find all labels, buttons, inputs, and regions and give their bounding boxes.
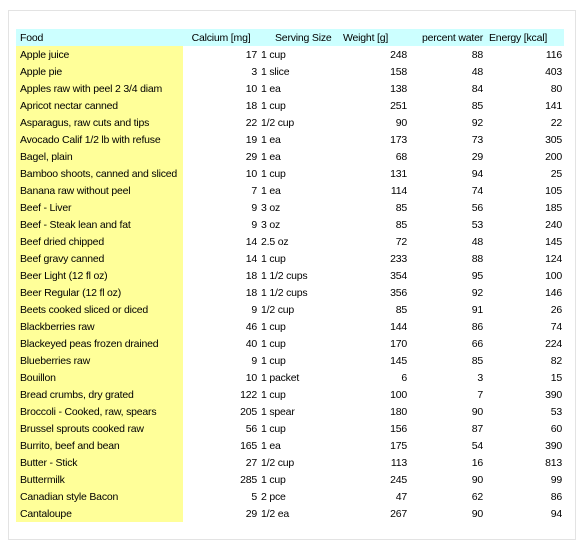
- table-row: [16, 369, 564, 386]
- cell-calcium[interactable]: 165: [240, 439, 257, 452]
- header-percent-water[interactable]: percent water: [409, 29, 485, 46]
- cell-food[interactable]: Bouillon: [16, 369, 183, 386]
- cell-food[interactable]: Beets cooked sliced or diced: [16, 301, 183, 318]
- cell-food[interactable]: Butter - Stick: [16, 454, 183, 471]
- cell-serving-size[interactable]: 1 cup: [261, 167, 286, 180]
- cell-energy[interactable]: 25: [550, 167, 562, 180]
- cell-serving-size[interactable]: 1/2 ea: [261, 507, 289, 520]
- cell-serving-size[interactable]: 1/2 cup: [261, 116, 295, 129]
- cell-energy[interactable]: 105: [545, 184, 562, 197]
- cell-weight[interactable]: 90: [395, 116, 407, 129]
- cell-serving-size[interactable]: 2 pce: [261, 490, 286, 503]
- cell-weight[interactable]: 251: [390, 99, 407, 112]
- header-calcium[interactable]: Calcium [mg]: [183, 29, 259, 46]
- cell-energy[interactable]: 200: [545, 150, 562, 163]
- cell-energy[interactable]: 86: [550, 490, 562, 503]
- cell-food[interactable]: Blueberries raw: [16, 352, 183, 369]
- cell-energy[interactable]: 403: [545, 65, 562, 78]
- cell-energy[interactable]: 22: [550, 116, 562, 129]
- cell-food[interactable]: Blackeyed peas frozen drained: [16, 335, 183, 352]
- cell-weight[interactable]: 156: [390, 422, 407, 435]
- cell-weight[interactable]: 6: [401, 371, 407, 384]
- cell-percent-water[interactable]: 3: [477, 371, 483, 384]
- cell-calcium[interactable]: 27: [245, 456, 257, 469]
- cell-percent-water[interactable]: 95: [471, 269, 483, 282]
- cell-energy[interactable]: 26: [550, 303, 562, 316]
- table-row: [16, 505, 564, 522]
- cell-calcium[interactable]: 18: [245, 269, 257, 282]
- cell-weight[interactable]: 170: [390, 337, 407, 350]
- cell-percent-water[interactable]: 16: [471, 456, 483, 469]
- cell-calcium[interactable]: 56: [245, 422, 257, 435]
- cell-serving-size[interactable]: 1 spear: [261, 405, 295, 418]
- cell-calcium[interactable]: 40: [245, 337, 257, 350]
- cell-energy[interactable]: 15: [550, 371, 562, 384]
- food-nutrition-table: [16, 29, 564, 522]
- cell-calcium[interactable]: 7: [251, 184, 257, 197]
- table-row: [16, 199, 564, 216]
- cell-serving-size[interactable]: 1 cup: [261, 388, 286, 401]
- table-row: [16, 318, 564, 335]
- cell-food[interactable]: Asparagus, raw cuts and tips: [16, 114, 183, 131]
- cell-serving-size[interactable]: 3 oz: [261, 218, 281, 231]
- table-row: [16, 454, 564, 471]
- cell-energy[interactable]: 145: [545, 235, 562, 248]
- cell-food[interactable]: Broccoli - Cooked, raw, spears: [16, 403, 183, 420]
- cell-food[interactable]: Blackberries raw: [16, 318, 183, 335]
- cell-percent-water[interactable]: 85: [471, 99, 483, 112]
- cell-energy[interactable]: 390: [545, 388, 562, 401]
- cell-food[interactable]: Bread crumbs, dry grated: [16, 386, 183, 403]
- cell-energy[interactable]: 82: [550, 354, 562, 367]
- cell-calcium[interactable]: 29: [245, 507, 257, 520]
- table-row: [16, 97, 564, 114]
- cell-food[interactable]: Burrito, beef and bean: [16, 437, 183, 454]
- cell-energy[interactable]: 390: [545, 439, 562, 452]
- cell-weight[interactable]: 100: [390, 388, 407, 401]
- cell-food[interactable]: Bagel, plain: [16, 148, 183, 165]
- cell-calcium[interactable]: 17: [245, 48, 257, 61]
- cell-percent-water[interactable]: 54: [471, 439, 483, 452]
- cell-weight[interactable]: 245: [390, 473, 407, 486]
- table-row: [16, 233, 564, 250]
- cell-serving-size[interactable]: 1 ea: [261, 439, 281, 452]
- cell-energy[interactable]: 240: [545, 218, 562, 231]
- cell-energy[interactable]: 146: [545, 286, 562, 299]
- cell-food[interactable]: Beer Regular (12 fl oz): [16, 284, 183, 301]
- cell-percent-water[interactable]: 88: [471, 48, 483, 61]
- table-body: [16, 46, 564, 522]
- cell-energy[interactable]: 185: [545, 201, 562, 214]
- header-energy[interactable]: Energy [kcal]: [485, 29, 564, 46]
- cell-calcium[interactable]: 10: [245, 167, 257, 180]
- cell-energy[interactable]: 74: [550, 320, 562, 333]
- cell-weight[interactable]: 145: [390, 354, 407, 367]
- cell-calcium[interactable]: 18: [245, 99, 257, 112]
- cell-percent-water[interactable]: 73: [471, 133, 483, 146]
- cell-food[interactable]: Beef gravy canned: [16, 250, 183, 267]
- cell-food[interactable]: Beef - Liver: [16, 199, 183, 216]
- cell-serving-size[interactable]: 1 1/2 cups: [261, 286, 308, 299]
- cell-serving-size[interactable]: 1 ea: [261, 184, 281, 197]
- table-row: [16, 403, 564, 420]
- cell-percent-water[interactable]: 29: [471, 150, 483, 163]
- cell-serving-size[interactable]: 1 ea: [261, 150, 281, 163]
- cell-food[interactable]: Beef - Steak lean and fat: [16, 216, 183, 233]
- cell-percent-water[interactable]: 91: [471, 303, 483, 316]
- cell-food[interactable]: Apricot nectar canned: [16, 97, 183, 114]
- cell-percent-water[interactable]: 92: [471, 286, 483, 299]
- cell-serving-size[interactable]: 1/2 cup: [261, 456, 295, 469]
- cell-food[interactable]: Canadian style Bacon: [16, 488, 183, 505]
- table-row: [16, 488, 564, 505]
- cell-calcium[interactable]: 19: [245, 133, 257, 146]
- header-weight[interactable]: Weight [g]: [333, 29, 409, 46]
- cell-weight[interactable]: 68: [395, 150, 407, 163]
- cell-energy[interactable]: 80: [550, 82, 562, 95]
- cell-weight[interactable]: 233: [390, 252, 407, 265]
- cell-weight[interactable]: 47: [395, 490, 407, 503]
- header-row: [16, 29, 564, 46]
- cell-food[interactable]: Avocado Calif 1/2 lb with refuse: [16, 131, 183, 148]
- cell-calcium[interactable]: 10: [245, 82, 257, 95]
- cell-percent-water[interactable]: 62: [471, 490, 483, 503]
- cell-weight[interactable]: 267: [390, 507, 407, 520]
- cell-percent-water[interactable]: 7: [477, 388, 483, 401]
- cell-serving-size[interactable]: 1 ea: [261, 82, 281, 95]
- table-row: [16, 284, 564, 301]
- cell-food[interactable]: Brussel sprouts cooked raw: [16, 420, 183, 437]
- cell-serving-size[interactable]: 1 cup: [261, 422, 286, 435]
- cell-calcium[interactable]: 14: [245, 235, 257, 248]
- cell-weight[interactable]: 248: [390, 48, 407, 61]
- table-row: [16, 386, 564, 403]
- cell-percent-water[interactable]: 87: [471, 422, 483, 435]
- cell-percent-water[interactable]: 56: [471, 201, 483, 214]
- cell-weight[interactable]: 85: [395, 218, 407, 231]
- cell-energy[interactable]: 99: [550, 473, 562, 486]
- cell-calcium[interactable]: 9: [251, 303, 257, 316]
- table-row: [16, 250, 564, 267]
- table-row: [16, 335, 564, 352]
- cell-calcium[interactable]: 46: [245, 320, 257, 333]
- cell-serving-size[interactable]: 1/2 cup: [261, 303, 295, 316]
- header-serving-size[interactable]: Serving Size: [259, 29, 333, 46]
- cell-calcium[interactable]: 10: [245, 371, 257, 384]
- cell-percent-water[interactable]: 86: [471, 320, 483, 333]
- cell-food[interactable]: Beer Light (12 fl oz): [16, 267, 183, 284]
- cell-weight[interactable]: 173: [390, 133, 407, 146]
- cell-percent-water[interactable]: 85: [471, 354, 483, 367]
- cell-calcium[interactable]: 3: [251, 65, 257, 78]
- cell-percent-water[interactable]: 88: [471, 252, 483, 265]
- cell-percent-water[interactable]: 48: [471, 65, 483, 78]
- table-row: [16, 46, 564, 63]
- cell-percent-water[interactable]: 90: [471, 473, 483, 486]
- cell-weight[interactable]: 138: [390, 82, 407, 95]
- cell-food[interactable]: Apples raw with peel 2 3/4 diam: [16, 80, 183, 97]
- cell-calcium[interactable]: 5: [251, 490, 257, 503]
- cell-energy[interactable]: 224: [545, 337, 562, 350]
- cell-energy[interactable]: 124: [545, 252, 562, 265]
- cell-weight[interactable]: 131: [390, 167, 407, 180]
- cell-calcium[interactable]: 205: [240, 405, 257, 418]
- cell-calcium[interactable]: 14: [245, 252, 257, 265]
- cell-calcium[interactable]: 9: [251, 354, 257, 367]
- table-row: [16, 301, 564, 318]
- cell-weight[interactable]: 158: [390, 65, 407, 78]
- cell-serving-size[interactable]: 2.5 oz: [261, 235, 289, 248]
- cell-energy[interactable]: 116: [545, 48, 562, 61]
- table-row: [16, 471, 564, 488]
- cell-energy[interactable]: 100: [545, 269, 562, 282]
- cell-percent-water[interactable]: 48: [471, 235, 483, 248]
- cell-weight[interactable]: 180: [390, 405, 407, 418]
- cell-percent-water[interactable]: 90: [471, 405, 483, 418]
- table-row: [16, 437, 564, 454]
- cell-weight[interactable]: 113: [390, 456, 407, 469]
- table-row: [16, 114, 564, 131]
- cell-food[interactable]: Apple juice: [16, 46, 183, 63]
- cell-percent-water[interactable]: 84: [471, 82, 483, 95]
- cell-energy[interactable]: 60: [550, 422, 562, 435]
- cell-weight[interactable]: 72: [395, 235, 407, 248]
- cell-weight[interactable]: 85: [395, 303, 407, 316]
- table-row: [16, 216, 564, 233]
- cell-calcium[interactable]: 9: [251, 201, 257, 214]
- cell-weight[interactable]: 356: [390, 286, 407, 299]
- cell-food[interactable]: Cantaloupe: [16, 505, 183, 522]
- cell-food[interactable]: Beef dried chipped: [16, 233, 183, 250]
- table-row: [16, 420, 564, 437]
- cell-serving-size[interactable]: 1 cup: [261, 337, 286, 350]
- cell-serving-size[interactable]: 1 1/2 cups: [261, 269, 308, 282]
- cell-calcium[interactable]: 22: [245, 116, 257, 129]
- cell-food[interactable]: Apple pie: [16, 63, 183, 80]
- table-row: [16, 165, 564, 182]
- table-row: [16, 352, 564, 369]
- cell-serving-size[interactable]: 1 cup: [261, 99, 286, 112]
- cell-food[interactable]: Bamboo shoots, canned and sliced: [16, 165, 183, 182]
- table-row: [16, 182, 564, 199]
- cell-percent-water[interactable]: 90: [471, 507, 483, 520]
- table-row: [16, 80, 564, 97]
- cell-calcium[interactable]: 122: [240, 388, 257, 401]
- cell-percent-water[interactable]: 94: [471, 167, 483, 180]
- cell-weight[interactable]: 114: [390, 184, 407, 197]
- cell-serving-size[interactable]: 1 cup: [261, 473, 286, 486]
- header-food[interactable]: Food: [16, 29, 183, 46]
- cell-serving-size[interactable]: 1 ea: [261, 133, 281, 146]
- cell-serving-size[interactable]: 1 slice: [261, 65, 290, 78]
- cell-food[interactable]: Banana raw without peel: [16, 182, 183, 199]
- cell-calcium[interactable]: 285: [240, 473, 257, 486]
- cell-calcium[interactable]: 9: [251, 218, 257, 231]
- cell-weight[interactable]: 85: [395, 201, 407, 214]
- cell-serving-size[interactable]: 1 cup: [261, 252, 286, 265]
- table-row: [16, 63, 564, 80]
- cell-percent-water[interactable]: 53: [471, 218, 483, 231]
- cell-energy[interactable]: 813: [545, 456, 562, 469]
- cell-weight[interactable]: 144: [390, 320, 407, 333]
- cell-energy[interactable]: 305: [545, 133, 562, 146]
- cell-food[interactable]: Buttermilk: [16, 471, 183, 488]
- cell-energy[interactable]: 141: [545, 99, 562, 112]
- table-row: [16, 148, 564, 165]
- cell-serving-size[interactable]: 3 oz: [261, 201, 281, 214]
- table-row: [16, 267, 564, 284]
- cell-serving-size[interactable]: 1 cup: [261, 320, 286, 333]
- cell-percent-water[interactable]: 66: [471, 337, 483, 350]
- cell-serving-size[interactable]: 1 cup: [261, 354, 286, 367]
- cell-calcium[interactable]: 29: [245, 150, 257, 163]
- cell-energy[interactable]: 53: [550, 405, 562, 418]
- cell-serving-size[interactable]: 1 cup: [261, 48, 286, 61]
- cell-calcium[interactable]: 18: [245, 286, 257, 299]
- table-row: [16, 131, 564, 148]
- cell-serving-size[interactable]: 1 packet: [261, 371, 300, 384]
- cell-percent-water[interactable]: 74: [471, 184, 483, 197]
- cell-percent-water[interactable]: 92: [471, 116, 483, 129]
- cell-energy[interactable]: 94: [550, 507, 562, 520]
- cell-weight[interactable]: 354: [390, 269, 407, 282]
- cell-weight[interactable]: 175: [390, 439, 407, 452]
